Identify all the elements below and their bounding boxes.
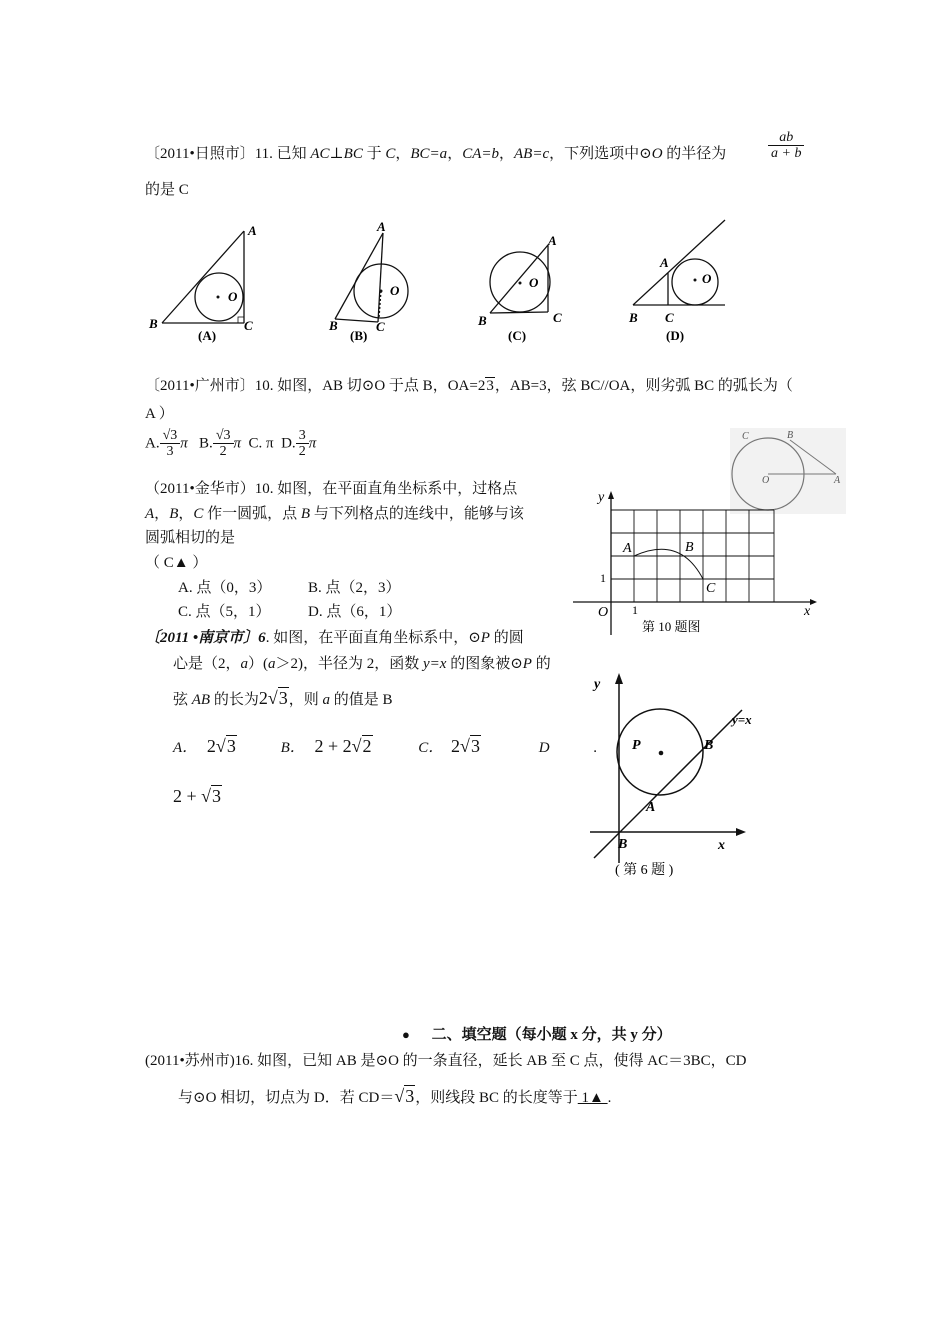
q10jh-x-arrow	[810, 599, 817, 605]
q11-text: 的半径为	[662, 146, 727, 162]
q11-frac-den: a + b	[771, 146, 802, 162]
q10jh-label-one-y: 1	[600, 571, 606, 585]
q11-text: ，	[395, 146, 411, 162]
q6nj-opt-a: A．	[173, 740, 198, 756]
q10gz-line1	[145, 374, 793, 395]
q6nj-opt-a-v1: 2	[206, 736, 216, 756]
q11-text: BC=a	[410, 146, 448, 162]
q10jh-figure	[570, 485, 820, 640]
q10jh-caption: 第 10 题图	[642, 619, 701, 634]
q6nj-x-arrow	[736, 828, 746, 836]
q10jh-opt-c: C. 点（5，1）	[178, 604, 271, 620]
q11-fig-c-label-a: A	[548, 233, 557, 248]
q6nj-text: 2	[258, 688, 268, 708]
q6nj-label-a: A	[646, 800, 656, 815]
q11-fig-b-label-o: O	[390, 283, 400, 298]
q11-text: AB=c	[514, 146, 550, 162]
q10jh-label-y: y	[598, 490, 605, 505]
q10jh-label-one-x: 1	[632, 603, 638, 617]
q11-text: ，下列选项中⊙	[549, 146, 652, 162]
q10gz-line2: A ）	[145, 406, 174, 422]
q6nj-text: 弦	[173, 692, 192, 708]
q11-fig-a-center	[217, 296, 220, 299]
q6nj-label-b2: B	[618, 837, 628, 852]
q11-fig-b-caption: (B)	[350, 328, 368, 343]
q11-text: CA=b	[462, 146, 499, 162]
q6nj-y-arrow	[615, 673, 623, 684]
q10gz-opt-a-den: 3	[166, 444, 174, 460]
q6nj-opt-b-v1: 2 + 2	[314, 736, 352, 756]
q6nj-text: 的长为	[210, 692, 259, 708]
section-title: 二、填空题（每小题 x 分，共 y 分）	[431, 1027, 672, 1043]
q16-text: 与⊙O 相切，切点为 D．若 CD＝	[178, 1090, 395, 1106]
section-header	[402, 1023, 672, 1044]
q11-fig-a-caption: (A)	[198, 328, 217, 343]
q10gz-sqrt: 3	[486, 378, 494, 394]
q6nj-text: 的圆	[489, 630, 524, 646]
q11-text: O	[651, 146, 663, 162]
q10jh-opt-b: B. 点（2，3）	[308, 580, 401, 596]
q11-text: C	[385, 146, 396, 162]
q6nj-line2	[173, 652, 551, 673]
q10gz-pi: π	[308, 435, 317, 452]
q10gz-opt-d-num: 3	[296, 428, 309, 444]
q10gz-text: ，AB=3，弦 BC//OA，则劣弧 BC 的弧长为（	[494, 378, 793, 394]
q10gz-opt-d-den: 2	[298, 444, 306, 460]
q6nj-figure	[580, 668, 770, 888]
bullet-icon: ●	[402, 1027, 410, 1042]
q6nj-opt-b-v2: 2	[362, 736, 372, 756]
q6nj-text: 的	[531, 656, 551, 672]
q11-fig-b-label-c: C	[376, 319, 385, 334]
q11-line1	[145, 142, 726, 163]
q6nj-opt-a-v2: 3	[226, 736, 236, 756]
q11-text: 于	[362, 146, 386, 162]
q6nj-dot: .	[593, 740, 598, 756]
q11-fig-d-label-o: O	[702, 271, 712, 286]
q11-fig-c-label-b: B	[478, 313, 487, 328]
q11-fig-d	[633, 220, 725, 305]
q10gz-text: 〔2011•广州市〕10. 如图，AB 切⊙O 于点 B，OA=2	[145, 378, 486, 394]
q16-text: .	[607, 1090, 612, 1106]
q11-fig-a	[162, 231, 244, 323]
q6nj-opt-b: B．	[280, 740, 305, 756]
q11-fig-b-label-a: A	[377, 219, 386, 234]
q11-text: ，	[447, 146, 463, 162]
q10jh-line3: 圆弧相切的是	[145, 530, 236, 546]
q11-fig-b-label-b: B	[329, 318, 338, 333]
q6nj-label-y: y	[594, 677, 601, 692]
q10jh-label-c: C	[706, 581, 716, 596]
q6nj-text: a	[240, 656, 249, 672]
q11-frac-num: ab	[768, 130, 804, 146]
q11-fig-b	[335, 233, 408, 322]
q10gz-fig-label-o: O	[762, 475, 770, 486]
q6nj-opt-c-v1: 2	[451, 736, 461, 756]
q6nj-text: 心是（2，	[173, 656, 241, 672]
q10jh-text: B	[169, 506, 179, 522]
q10jh-text: C	[193, 506, 204, 522]
q11-prefix: 〔2011•日照市〕11. 已知	[145, 146, 307, 162]
q11-fig-a-label-b: B	[149, 316, 158, 331]
q10gz-opt-a: A.	[145, 435, 160, 452]
q6nj-last-v1: 2 +	[173, 786, 202, 806]
q6nj-text: ＞2)，半径为 2，函数	[275, 656, 424, 672]
q16-line1: (2011•苏州市)16. 如图，已知 AB 是⊙O 的一条直径，延长 AB 至 C 点，使得 AC＝3BC，CD	[145, 1053, 747, 1069]
q10gz-opt-c: C. π	[248, 435, 274, 452]
q6nj-text: . 如图，在平面直角坐标系中，⊙	[265, 630, 481, 646]
q11-fig-d-label-b: B	[629, 310, 638, 325]
q6nj-label-b1: B	[704, 738, 714, 753]
q11-fig-c-label-o: O	[529, 275, 539, 290]
q10jh-line2	[145, 502, 524, 523]
q6nj-center	[659, 751, 664, 756]
q11-fig-d-label-c: C	[665, 310, 674, 325]
q6nj-label-x: x	[718, 838, 725, 853]
q6nj-label-p: P	[632, 738, 641, 753]
q6nj-line3: 弦 AB 的长为2√3，则 a 的值是 B	[173, 688, 393, 708]
q11-fig-d-label-a: A	[660, 255, 669, 270]
q6nj-text: 的值是 B	[330, 692, 393, 708]
q10gz-fig-label-a: A	[834, 475, 841, 486]
q10jh-text: 作一圆弧，点	[203, 506, 301, 522]
q10jh-y-arrow	[608, 491, 614, 499]
q11-fig-c-label-c: C	[553, 310, 562, 325]
q11-fig-a-label-c: C	[244, 318, 253, 333]
q11-fig-d-center	[694, 279, 697, 282]
q10gz-options	[145, 428, 316, 460]
q16-text: ，则线段 BC 的长度等于	[415, 1090, 578, 1106]
q10jh-text: ，	[154, 506, 170, 522]
q10jh-opt-a: A. 点（0，3）	[178, 580, 272, 596]
q10jh-text: B	[300, 506, 311, 522]
q6nj-caption: ( 第 6 题 )	[615, 863, 674, 878]
q11-line2: 的是 C	[145, 182, 189, 198]
q6nj-opt-c-v2: 3	[470, 736, 480, 756]
q10jh-text: A	[145, 506, 155, 522]
q6nj-text: y=x	[423, 656, 447, 672]
q6nj-label-yx: y=x	[732, 712, 752, 727]
q6nj-text: P	[522, 656, 532, 672]
q11-figures	[140, 215, 740, 350]
q10jh-text: ，	[178, 506, 194, 522]
q10gz-pi: π	[233, 435, 242, 452]
q11-fig-d-caption: (D)	[666, 328, 685, 343]
q10gz-pi: π	[180, 435, 188, 452]
q10gz-fig-label-c: C	[742, 431, 749, 442]
q11-fig-b-center	[380, 290, 383, 293]
q16-answer: 1▲	[577, 1090, 608, 1106]
q6nj-opt-d: D	[538, 740, 550, 756]
q6nj-text: 的图象被⊙	[446, 656, 523, 672]
q6nj-text: a	[268, 656, 276, 672]
q10gz-fig-label-b: B	[787, 430, 794, 441]
q10jh-line1: （2011•金华市）10. 如图，在平面直角坐标系中，过格点	[145, 481, 518, 497]
q10gz-opt-d: D.	[281, 435, 296, 452]
q6nj-options: A． 2√3 B． 2 + 2√2 C． 2√3 D .	[173, 736, 598, 756]
q6nj-text: AB	[191, 692, 211, 708]
q11-fig-a-label-a: A	[248, 223, 257, 238]
q11-fig-c-center	[519, 282, 522, 285]
q6nj-text: P	[480, 630, 490, 646]
q10jh-text: 与下列格点的连线中，能够与该	[310, 506, 524, 522]
q6nj-text: ，则	[288, 692, 323, 708]
q10jh-label-b: B	[685, 540, 694, 555]
q10jh-label-o: O	[598, 605, 609, 620]
q6nj-last: 2 + √3	[173, 786, 222, 806]
q6nj-text: ）(	[248, 656, 269, 672]
q6nj-prefix: 〔2011 •南京市〕6	[145, 630, 266, 646]
q10gz-opt-b: B.	[199, 435, 213, 452]
q11-fig-a-label-o: O	[228, 289, 238, 304]
q11-fig-c	[490, 245, 550, 313]
q16-sqrt: 3	[405, 1086, 415, 1106]
q6nj-last-v2: 3	[212, 786, 222, 806]
q6nj-line1	[145, 626, 524, 647]
q6nj-sqrt: 3	[278, 688, 288, 708]
q6nj-line-yx	[594, 710, 742, 858]
q10jh-label-a: A	[623, 541, 632, 556]
q6nj-text: a	[322, 692, 331, 708]
q10jh-opt-d: D. 点（6，1）	[308, 604, 402, 620]
q11-text: AC⊥BC	[310, 146, 363, 162]
q10jh-grid	[611, 510, 774, 602]
q16-line2: 与⊙O 相切，切点为 D．若 CD＝√3，则线段 BC 的长度等于 1▲ .	[178, 1086, 612, 1106]
q10gz-opt-a-num: √3	[160, 428, 181, 444]
q10gz-opt-b-num: √3	[213, 428, 234, 444]
q10jh-answer: （ C▲ ）	[145, 555, 208, 571]
q6nj-opt-c: C．	[418, 740, 444, 756]
q10gz-opt-b-den: 2	[219, 444, 227, 460]
q10jh-label-x: x	[804, 604, 811, 619]
q11-text: ，	[499, 146, 515, 162]
q11-fraction	[768, 130, 804, 162]
q11-fig-c-caption: (C)	[508, 328, 527, 343]
